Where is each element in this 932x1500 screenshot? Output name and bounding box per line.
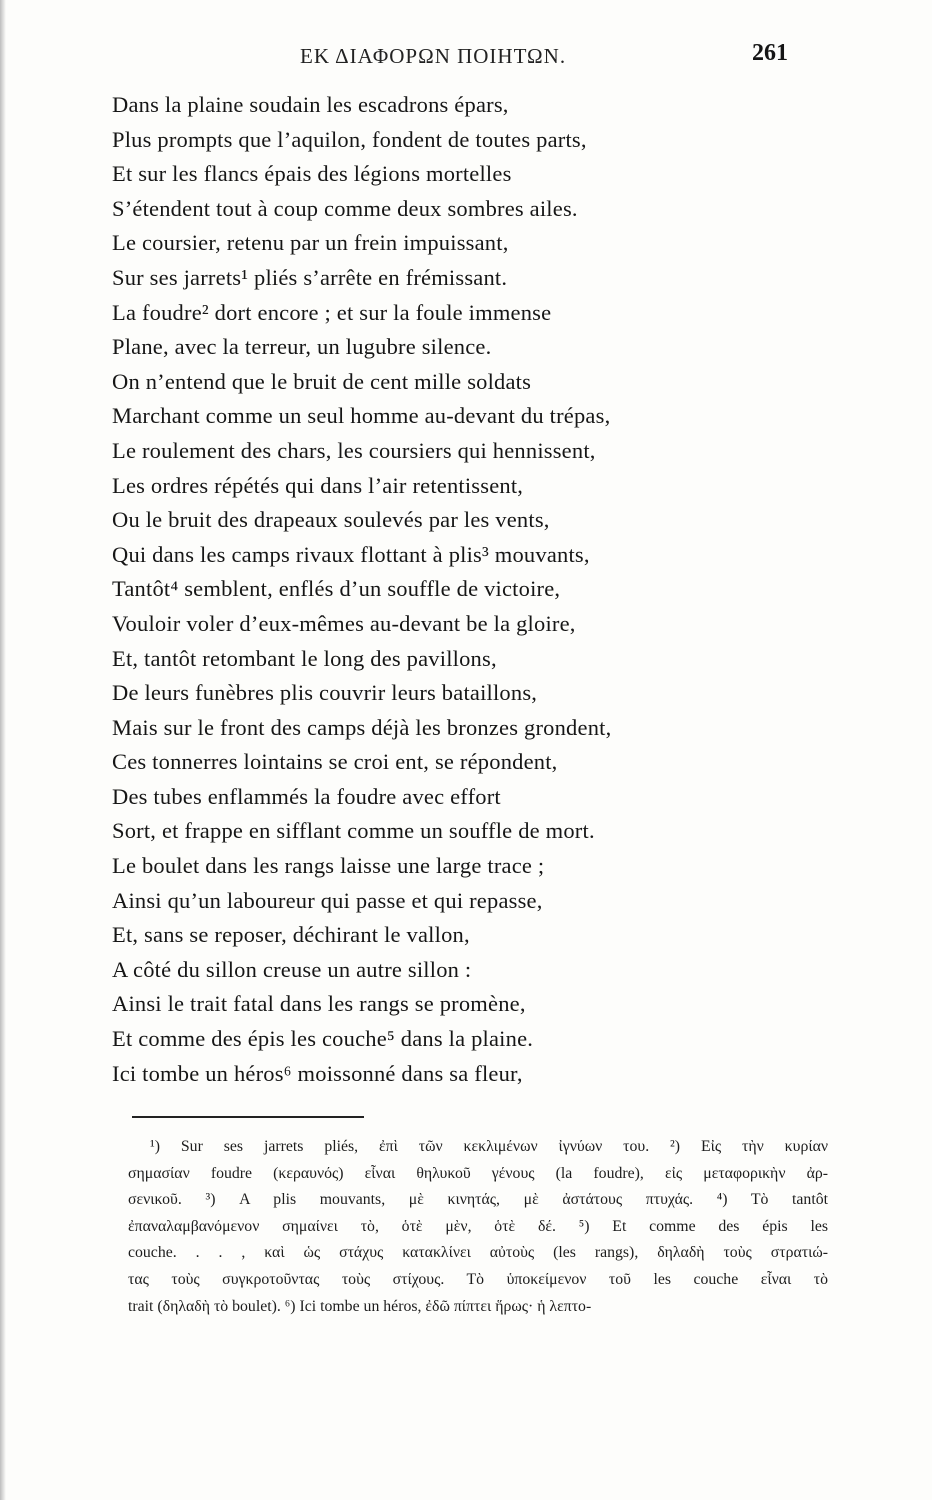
verse-line: A côté du sillon creuse un autre sillon : <box>112 956 472 982</box>
running-title: ΕΚ ΔΙΑΦΟΡΩΝ ΠΟΙΗΤΩΝ. <box>300 44 567 68</box>
verse-line: Et sur les flancs épais des légions mortelles <box>112 161 512 187</box>
verse-line: Le roulement des chars, les coursiers qui hennissent, <box>112 437 596 463</box>
verse-line: On n’entend que le bruit de cent mille soldats <box>112 368 532 394</box>
footnote-line: trait (δηλαδὴ τὸ boulet). ⁶) Ici tombe un héros, ἐδῶ πίπτει ἥρως· ἡ λεπτο- <box>128 1297 592 1315</box>
verse-line: Plane, avec la terreur, un lugubre silence. <box>112 334 492 360</box>
verse-line: Le boulet dans les rangs laisse une large trace ; <box>112 853 545 879</box>
footnote-line: σενικοῦ. ³) A plis mouvants, μὲ κινητάς, μὲ ἀστάτους πτυχάς. ⁴) Τὸ tantôt <box>128 1191 828 1209</box>
poem-verse <box>112 88 832 1091</box>
page-edge-shadow <box>0 0 6 1500</box>
verse-line: Qui dans les camps rivaux flottant à plis³ mouvants, <box>112 541 590 567</box>
verse-line: Et, tantôt retombant le long des pavillons, <box>112 645 497 671</box>
footnotes <box>128 1134 828 1320</box>
verse-line: Tantôt⁴ semblent, enflés d’un souffle de victoire, <box>112 576 561 602</box>
verse-line: La foudre² dort encore ; et sur la foule immense <box>112 299 552 325</box>
verse-line: De leurs funèbres plis couvrir leurs bataillons, <box>112 680 538 706</box>
verse-line: Vouloir voler d’eux-mêmes au-devant be la gloire, <box>112 610 576 636</box>
verse-line: Mais sur le front des camps déjà les bronzes grondent, <box>112 714 612 740</box>
verse-line: Ou le bruit des drapeaux soulevés par les vents, <box>112 507 550 533</box>
verse-line: Les ordres répétés qui dans l’air retentissent, <box>112 472 524 498</box>
footnote-rule <box>132 1116 364 1118</box>
verse-line: Plus prompts que l’aquilon, fondent de toutes parts, <box>112 126 587 152</box>
verse-line: Ici tombe un héros⁶ moissonné dans sa fleur, <box>112 1060 523 1086</box>
running-head <box>0 40 932 76</box>
footnote-line: couche. . . , καὶ ὡς στάχυς κατακλίνει αὐτοὺς (les rangs), δηλαδὴ τοὺς στρατιώ- <box>128 1244 828 1262</box>
verse-line: Le coursier, retenu par un frein impuissant, <box>112 230 509 256</box>
footnote-line: τας τοὺς συγκροτοῦντας τοὺς στίχους. Τὸ ὑποκείμενον τοῦ les couche εἶναι τὸ <box>128 1270 828 1288</box>
verse-line: Des tubes enflammés la foudre avec effort <box>112 783 501 809</box>
footnote-line: ἐπαναλαμβανόμενον σημαίνει τὸ, ὁτὲ μὲν, ὁτὲ δέ. ⁵) Et comme des épis les <box>128 1217 828 1235</box>
page-number: 261 <box>752 40 788 66</box>
verse-line: Et, sans se reposer, déchirant le vallon, <box>112 922 470 948</box>
verse-line: Et comme des épis les couche⁵ dans la plaine. <box>112 1026 534 1052</box>
verse-line: Sort, et frappe en sifflant comme un souffle de mort. <box>112 818 595 844</box>
verse-line: Sur ses jarrets¹ pliés s’arrête en frémissant. <box>112 264 508 290</box>
footnote-line: σημασίαν foudre (κεραυνός) εἶναι θηλυκοῦ γένους (la foudre), εἰς μεταφορικὴν ἀρ- <box>128 1164 828 1182</box>
verse-line: Dans la plaine soudain les escadrons épars, <box>112 92 509 117</box>
verse-line: Marchant comme un seul homme au-devant du trépas, <box>112 403 611 429</box>
footnote-line: ¹) Sur ses jarrets pliés, ἐπὶ τῶν κεκλιμένων ἰγνύων του. ²) Εἰς τὴν κυρίαν <box>150 1138 828 1155</box>
verse-line: S’étendent tout à coup comme deux sombres ailes. <box>112 195 578 221</box>
verse-line: Ainsi le trait fatal dans les rangs se promène, <box>112 991 526 1017</box>
verse-line: Ces tonnerres lointains se croi ent, se répondent, <box>112 749 558 775</box>
verse-line: Ainsi qu’un laboureur qui passe et qui repasse, <box>112 887 543 913</box>
